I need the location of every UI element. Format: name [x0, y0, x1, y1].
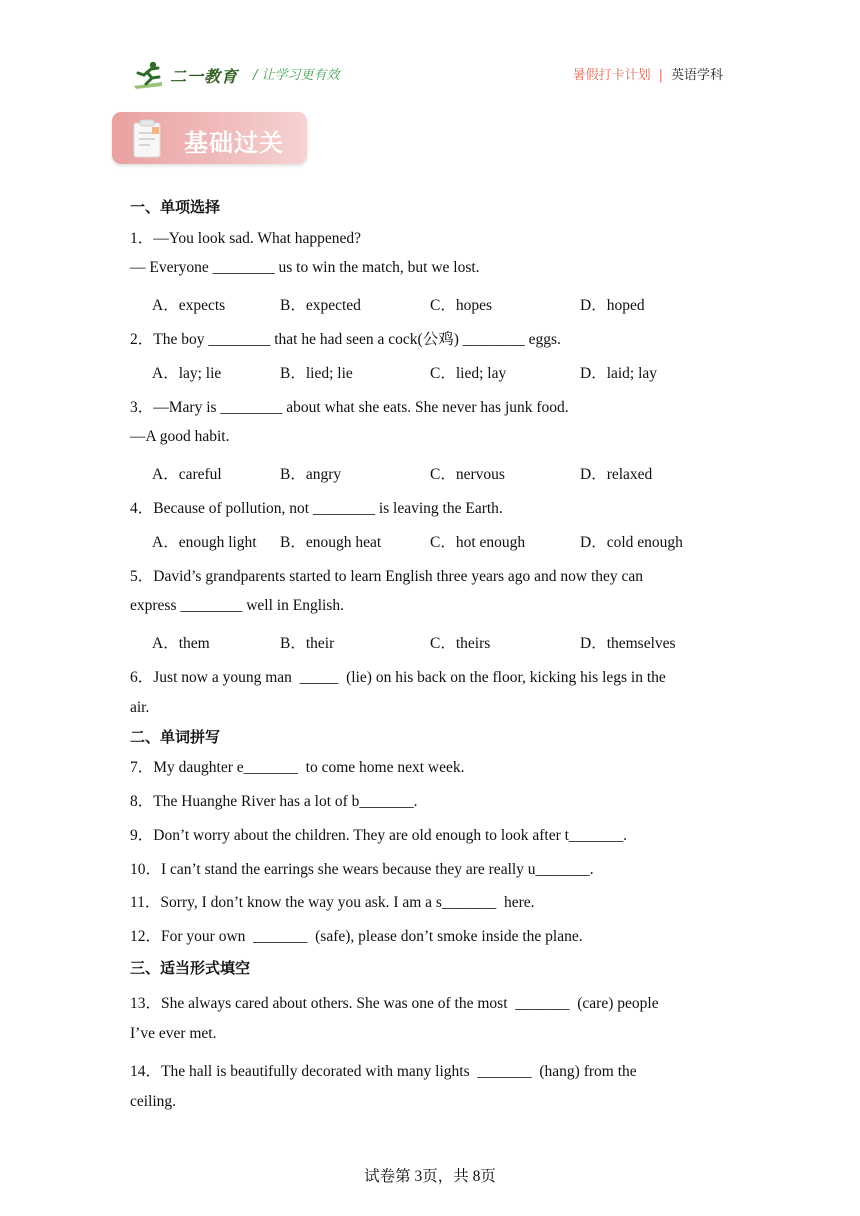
- question-4-line-1: 4．Because of pollution, not ________ is leaving the Earth.: [130, 500, 503, 517]
- q1-option-c: C．hopes: [430, 297, 493, 314]
- clipboard-icon: [130, 118, 166, 160]
- runner-logo-icon: [132, 60, 166, 90]
- question-3-line-2: —A good habit.: [130, 428, 230, 445]
- subject-label: 英语学科: [670, 68, 723, 83]
- header-separator: |: [658, 68, 663, 83]
- part-heading-1: 一、单项选择: [130, 198, 221, 216]
- q5-option-d: D．themselves: [580, 635, 676, 652]
- page-footer: 试卷第 3页，共 8页: [364, 1168, 496, 1185]
- q5-option-a: A．them: [152, 635, 210, 652]
- section-badge: [112, 112, 307, 164]
- question-1-line-2: — Everyone ________ us to win the match, but we lost.: [130, 259, 480, 276]
- q1-option-d: D．hoped: [580, 297, 645, 314]
- question-2-line-1: 2．The boy ________ that he had seen a cock(公鸡) ________ eggs.: [130, 331, 561, 348]
- q4-option-c: C．hot enough: [430, 534, 526, 551]
- page-header: [0, 0, 860, 100]
- brand-logo: [132, 58, 242, 92]
- part-heading-3: 三、适当形式填空: [130, 959, 251, 977]
- q4-option-a: A．enough light: [152, 534, 257, 551]
- q1-option-a: A．expects: [152, 297, 226, 314]
- q3-option-c: C．nervous: [430, 466, 505, 483]
- q3-option-a: A．careful: [152, 466, 222, 483]
- q1-option-b: B．expected: [280, 297, 361, 314]
- q4-option-b: B．enough heat: [280, 534, 382, 551]
- q2-option-c: C．lied; lay: [430, 365, 507, 382]
- question-3-line-1: 3．—Mary is ________ about what she eats. She never has junk food.: [130, 399, 569, 416]
- question-14-line-2: ceiling.: [130, 1093, 177, 1110]
- q3-option-b: B．angry: [280, 466, 342, 483]
- part-heading-2: 二、单词拼写: [130, 728, 221, 746]
- slogan: / 让学习更有效: [253, 68, 340, 83]
- question-5-line-1: 5．David’s grandparents started to learn English three years ago and now they can: [130, 568, 644, 585]
- question-14-line-1: 14．The hall is beautifully decorated with many lights _______ (hang) from the: [130, 1063, 637, 1080]
- q3-option-d: D．relaxed: [580, 466, 653, 483]
- question-7: 7．My daughter e_______ to come home next week.: [130, 759, 465, 776]
- q4-option-d: D．cold enough: [580, 534, 683, 551]
- logo-text: 二一教育: [170, 69, 239, 86]
- question-10: 10．I can’t stand the earrings she wears because they are really u_______.: [130, 861, 594, 878]
- question-6-line-1: 6．Just now a young man _____ (lie) on his back on the floor, kicking his legs in the: [130, 669, 666, 686]
- header-subject-info: [573, 64, 723, 83]
- section-title: 基础过关: [184, 129, 284, 157]
- summer-plan-label: 暑假打卡计划: [572, 68, 651, 83]
- question-11: 11．Sorry, I don’t know the way you ask. I am a s_______ here.: [130, 894, 535, 911]
- question-12: 12．For your own _______ (safe), please don’t smoke inside the plane.: [130, 928, 583, 945]
- q2-option-a: A．lay; lie: [152, 365, 222, 382]
- q2-option-d: D．laid; lay: [580, 365, 658, 382]
- q5-option-b: B．their: [280, 635, 335, 652]
- question-13-line-1: 13．She always cared about others. She was one of the most _______ (care) people: [130, 995, 659, 1012]
- question-9: 9．Don’t worry about the children. They are old enough to look after t_______.: [130, 827, 628, 844]
- question-1-line-1: 1．—You look sad. What happened?: [130, 230, 362, 247]
- question-13-line-2: I’ve ever met.: [130, 1025, 217, 1042]
- question-6-line-2: air.: [130, 699, 150, 716]
- q5-option-c: C．theirs: [430, 635, 491, 652]
- question-8: 8．The Huanghe River has a lot of b_______.: [130, 793, 418, 810]
- question-5-line-2: express ________ well in English.: [130, 597, 344, 614]
- q2-option-b: B．lied; lie: [280, 365, 353, 382]
